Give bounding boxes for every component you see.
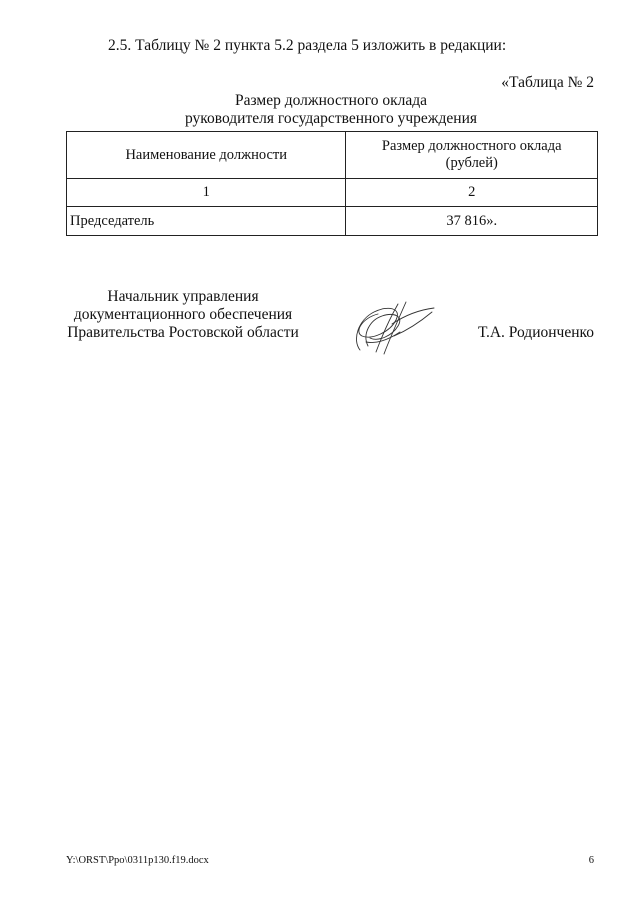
table-caption-line1: Размер должностного оклада bbox=[235, 92, 427, 109]
salary-cell: 37 816». bbox=[346, 207, 598, 236]
header-salary bbox=[346, 132, 598, 179]
page-number: 6 bbox=[588, 855, 594, 866]
file-path: Y:\ORST\Ppo\0311p130.f19.docx bbox=[66, 855, 209, 866]
table-header-row bbox=[67, 132, 598, 179]
signatory-title-line3: Правительства Ростовской области bbox=[67, 324, 299, 341]
table-caption-line2: руководителя государственного учреждения bbox=[184, 110, 478, 127]
signatory-name: Т.А. Родионченко bbox=[478, 324, 594, 341]
column-number-1: 1 bbox=[67, 179, 346, 207]
signatory-title-line1: Начальник управления bbox=[107, 288, 259, 305]
handwritten-signature bbox=[348, 296, 438, 360]
header-position: Наименование должности bbox=[67, 132, 346, 179]
salary-table bbox=[66, 131, 598, 236]
table-row bbox=[67, 207, 598, 236]
header-salary-line1: Размер должностного оклада bbox=[381, 138, 562, 154]
column-number-2: 2 bbox=[346, 179, 598, 207]
signatory-title-line2: документационного обеспечения bbox=[73, 306, 293, 323]
amendment-paragraph: 2.5. Таблицу № 2 пункта 5.2 раздела 5 изложить в редакции: bbox=[108, 37, 507, 54]
position-cell: Председатель bbox=[67, 207, 346, 236]
header-salary-unit: (рублей) bbox=[445, 155, 498, 171]
signatory-title bbox=[66, 288, 300, 342]
column-number-row bbox=[67, 179, 598, 207]
table-reference: «Таблица № 2 bbox=[501, 74, 594, 91]
